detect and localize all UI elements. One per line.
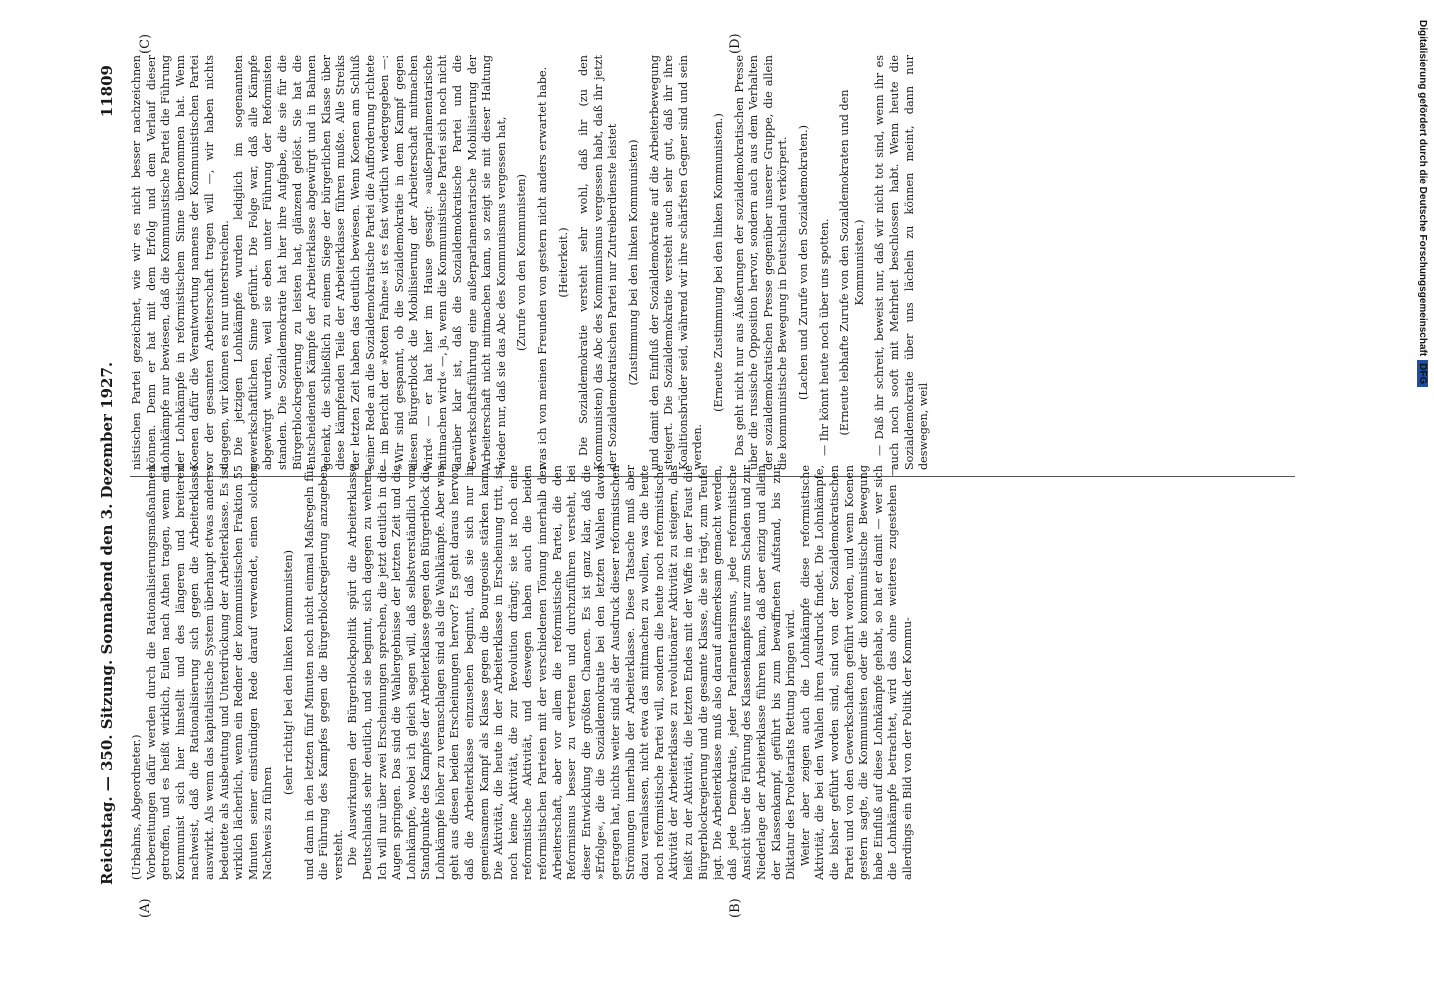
- right-paragraph-3: was ich von meinen Freunden von gestern nicht anders erwartet habe.: [536, 66, 550, 470]
- right-paragraph-4: Die Sozialdemokratie versteht sehr wohl, daß ihr (zu den Kommunisten) das Abc des Kommunismus vergessen habt, daß ihr jetzt der Sozialdemokratischen Partei nur Zutreiberdienste leistet: [577, 55, 620, 470]
- left-paragraph-4: Weiter aber zeigen auch die Lohnkämpfe diese reformistische Aktivität, die bei den Wahlen ihren Ausdruck findet. Die Lohnkämpfe, die bisher geführt worden sind, sind von der Sozialdemokratischen Partei und von den Gewerkschaften geführt worden, und wenn Koenen gestern sagte, die Kommunisten oder die kommunistische Bewegung habe Einfluß auf diese Lohnkämpfe gehabt, so hat er damit — wer sich die Lohnkämpfe betrachtet, wird das ohne weiteres zugestehen — allerdings ein Bild von der Politik der Kommu-: [798, 465, 914, 880]
- left-paragraph-3: Die Auswirkungen der Bürgerblockpolitik spürt die Arbeiterklasse Deutschlands sehr deutlich, und sie beginnt, sich dagegen zu wehren. Ich will nur über zwei Erscheinungen sprechen, die jetzt deutlich in die Augen springen. Das sind die Wahlergebnisse der letzten Zeit und die Lohnkämpfe, wobei ich gleich sagen will, daß selbstverständlich vom Standpunkte des Kampfes der Arbeiterklasse gegen den Bürgerblock die Lohnkämpfe höher zu veranschlagen sind als die Wahlkämpfe. Aber was geht aus diesen beiden Erscheinungen hervor? Es geht daraus hervor, daß die Arbeiterklasse einzusehen beginnt, daß sie sich nur in gemeinsamem Kampf als Klasse gegen die Bourgeoisie stärken kann. Die Aktivität, die heute in der Arbeiterklasse in Erscheinung tritt, ist noch keine Aktivität, die zur Revolution drängt; sie ist noch eine reformistische Aktivität, und deswegen haben auch die beiden reformistischen Parteien mit der verschiedenen Tönung innerhalb der Arbeiterschaft, aber vor allem die reformistische Partei, die den Reformismus besser zu vertreten und durchzuführen versteht, bei dieser Entwicklung die größten Chancen. Es ist ganz klar, daß die »Erfolge«, die die Sozialdemokratie bei den letzten Wahlen davon getragen hat, nichts weiter sind als der Ausdruck dieser reformistischen Strömungen innerhalb der Arbeiterklasse. Diese Tatsache muß aber dazu veranlassen, nicht etwa das mitmachen zu wollen, was die heute noch reformistische Partei will, sondern die heute noch reformistische Aktivität der Arbeiterklasse zu revolutionärer Aktivität zu steigern, das heißt zu der Aktivität, die letzten Endes mit der Waffe in der Faust die Bürgerblockregierung und die gesamte Klasse, die sie trägt, zum Teufel jagt. Die Arbeiterklasse muß also darauf aufmerksam gemacht werden, daß jede Demokratie, jeder Parlamentarismus, jede reformistische Ansicht über die Führung des Klassenkampfes nur zum Schaden und zur Niederlage der Arbeiterklasse führen kann, daß aber einzig und allein der Klassenkampf, geführt bis zum bewaffneten Aufstand, bis zur Diktatur des Proletariats Rettung bringen wird.: [346, 465, 798, 880]
- right-paragraph-7: — Ihr könnt heute noch über uns spotten.: [817, 218, 831, 456]
- margin-marker-d: (D): [728, 33, 743, 54]
- page-header: [92, 55, 126, 925]
- right-interjection-6: (Erneute lebhafte Zurufe von den Sozialdemokraten und den Kommunisten.): [838, 89, 866, 436]
- credit-line: [1417, 20, 1428, 387]
- margin-marker-b: (B): [728, 898, 743, 918]
- left-column: [130, 465, 1295, 880]
- right-paragraph-1: nistischen Partei gezeichnet, wie wir es nicht besser nachzeichnen können. Denn er hat mit dem Erfolg und dem Verlauf dieser Lohnkämpfe nur bewiesen, daß die Kommunistische Partei die Führung der Lohnkämpfe in reformistischem Sinne übernommen hat. Wenn Koenen dafür die Verantwortung namens der Kommunistischen Partei vor der gesamten Arbeiterschaft tragen will —, wir haben nichts dagegen, wir können es nur unterstreichen.: [130, 55, 231, 470]
- right-paragraph-6: Das geht nicht nur aus Äußerungen der sozialdemokratischen Presse über die russische Opposition hervor, sondern auch aus dem Verhalten der sozialdemokratischen Presse gegenüber unserer Gruppe, die allein die kommunistische Bewegung in Deutschland verkörpert.: [732, 55, 790, 470]
- page-number: 11809: [98, 65, 116, 118]
- left-paragraph-1: Vorbereitungen dafür werden durch die Rationalisierungsmaßnahmen getroffen, und es heißt wirklich, Eulen nach Athen tragen, wenn ein Kommunist sich hier hinstellt und des längeren und breiteren nachweist, daß die Rationalisierung sich gegen die Arbeiterklasse auswirkt. Als wenn das kapitalistische System überhaupt etwas anderes bedeutete als Ausbeutung und Unterdrückung der Arbeiterklasse. Es ist wirklich lächerlich, wenn ein Redner der kommunistischen Fraktion 55 Minuten seiner einstündigen Rede darauf verwendet, einen solchen Nachweis zu führen: [144, 465, 275, 880]
- right-paragraph-5: und damit den Einfluß der Sozialdemokratie auf die Arbeiterbewegung steigert. Die Sozialdemokratie versteht auch sehr gut, daß ihr ihre Koalitionsbrüder seid, während wir ihre schärfsten Gegner sind und sein werden.: [647, 55, 705, 470]
- margin-marker-a: (A): [138, 898, 153, 918]
- speaker-line: (Urbahns, Abgeordneter.): [130, 734, 143, 880]
- left-interjection-1: (sehr richtig! bei den linken Kommunisten): [281, 550, 295, 795]
- right-interjection-5: (Lachen und Zurufe von den Sozialdemokraten.): [796, 125, 810, 400]
- right-paragraph-2: Die jetzigen Lohnkämpfe wurden lediglich im sogenannten gewerkschaftlichen Sinne geführt. Die Folge war, daß alle Kämpfe abgewürgt wurden, weil sie eben unter Führung der Reformisten standen. Die Sozialdemokratie hat hier ihre Aufgabe, die sie für die Bürgerblockregierung zu leisten hat, glänzend gelöst. Sie hat die entscheidenden Kämpfe der Arbeiterklasse abgewürgt und in Bahnen gelenkt, die schließlich zu einem Siege der bürgerlichen Klasse über diese kämpfenden Teile der Arbeiterklasse führen mußte. Alle Streiks der letzten Zeit haben das deutlich bewiesen. Wenn Koenen am Schluß seiner Rede an die Sozialdemokratische Partei die Aufforderung richtete — im Bericht der »Roten Fahne« ist es fast wörtlich wiedergegeben —: »Wir sind gespannt, ob die Sozialdemokratie in dem Kampf gegen diesen Bürgerblock die Mobilisierung der Arbeiterschaft mitmachen wird« — er hat hier im Hause gesagt: »außerparlamentarische mitmachen wird« —, ja, wenn die Kommunistische Partei sich noch nicht darüber klar ist, daß die Sozialdemokratische Partei und die Gewerkschaftsführung eine außerparlamentarische Mobilisierung der Arbeiterschaft nicht mitmachen kann, so zeigt sie mit dieser Haltung wieder nur, daß sie das Abc des Kommunismus vergessen hat,: [232, 55, 508, 470]
- dfg-logo: DFG: [1417, 360, 1428, 387]
- right-column: [130, 55, 1295, 470]
- right-interjection-3: (Zustimmung bei den linken Kommunisten): [627, 139, 640, 386]
- margin-marker-c: (C): [138, 33, 153, 54]
- credit-text: Digitalisierung gefördert durch die Deutsche Forschungsgemeinschaft: [1417, 20, 1428, 357]
- right-interjection-4: (Erneute Zustimmung bei den linken Kommunisten.): [711, 113, 725, 412]
- right-interjection-1: (Zurufe von den Kommunisten): [515, 174, 529, 352]
- digitization-credit: [1410, 10, 1430, 990]
- right-paragraph-8: — Daß ihr schreit, beweist nur, daß wir nicht tot sind, wenn ihr es auch noch sooft mit Mehrheit beschlossen habt. Wenn heute die Sozialdemokratie über uns lächeln zu können meint, dann nur deswegen, weil: [873, 55, 931, 470]
- right-interjection-2: (Heiterkeit.): [556, 227, 570, 298]
- header-title: Reichstag. — 350. Sitzung. Sonnabend den 3. Dezember 1927.: [98, 361, 116, 885]
- left-paragraph-2: und dann in den letzten fünf Minuten noch nicht einmal Maßregeln für die Führung des Kampfes gegen die Bürgerblockregierung anzugeben versteht.: [302, 465, 345, 880]
